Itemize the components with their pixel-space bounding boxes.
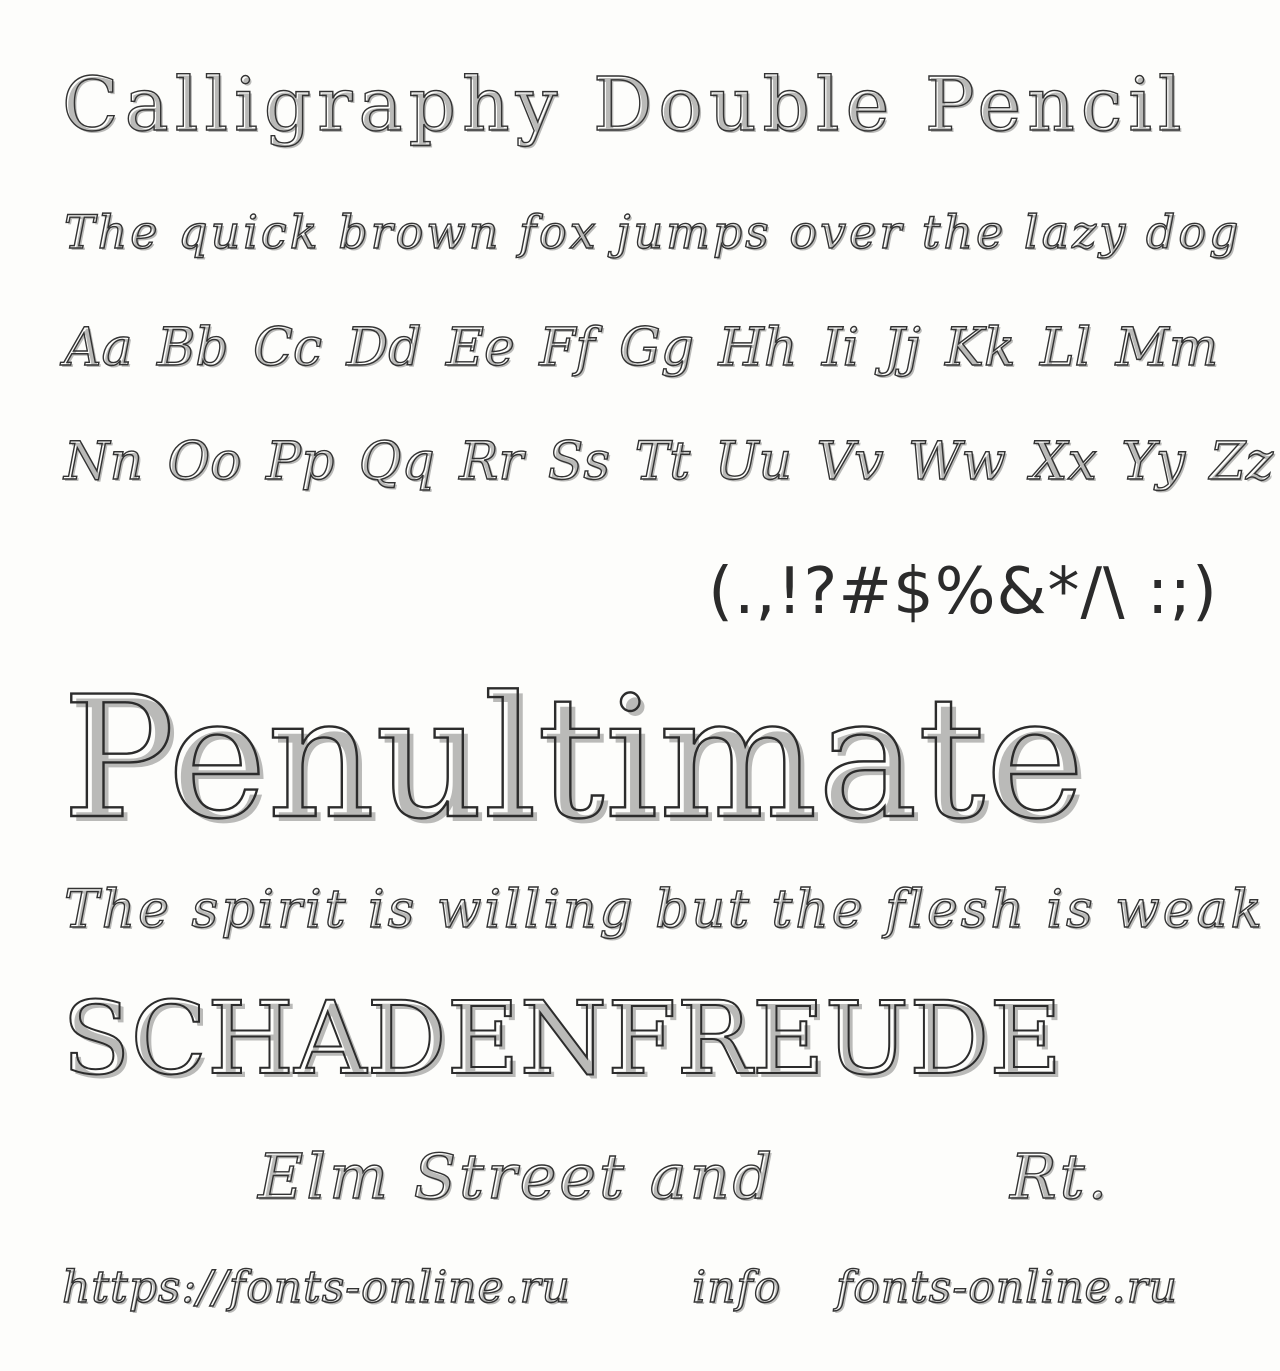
footer-domain: fonts-online.ru bbox=[836, 1262, 1178, 1313]
sentence-sample: The spirit is willing but the flesh is weak bbox=[64, 880, 1266, 940]
footer-info-label: info bbox=[692, 1262, 782, 1313]
street-sample-part-1: Elm Street and bbox=[258, 1140, 776, 1213]
punctuation-sample: (.,!?#$%&*/\ :;) bbox=[708, 555, 1218, 629]
alphabet-sample-n-z: Nn Oo Pp Qq Rr Ss Tt Uu Vv Ww Xx Yy Zz bbox=[64, 432, 1274, 492]
large-word-sample: Penultimate bbox=[62, 660, 1085, 856]
font-name-title: Calligraphy Double Pencil bbox=[62, 62, 1188, 148]
uppercase-word-sample: SCHADENFREUDE bbox=[62, 980, 1063, 1097]
pangram-sample: The quick brown fox jumps over the lazy dog bbox=[64, 205, 1242, 259]
street-sample-part-2: Rt. bbox=[1010, 1140, 1111, 1213]
alphabet-sample-a-m: Aa Bb Cc Dd Ee Ff Gg Hh Ii Jj Kk Ll Mm bbox=[64, 318, 1219, 378]
footer-url: https://fonts-online.ru bbox=[62, 1262, 571, 1313]
